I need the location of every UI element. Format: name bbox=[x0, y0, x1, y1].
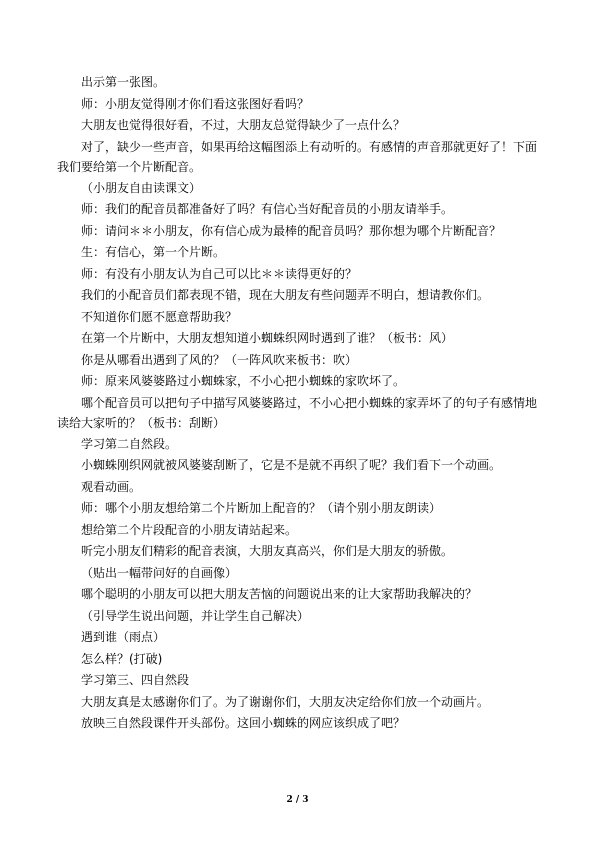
paragraph: 大朋友真是太感谢你们了。为了谢谢你们，大朋友决定给你们放一个动画片。 bbox=[81, 694, 490, 709]
paragraph: （引导学生说出问题，并让学生自己解决） bbox=[81, 608, 310, 623]
paragraph: 怎么样？(打破) bbox=[81, 651, 163, 666]
paragraph: （贴出一幅带问好的自画像） bbox=[81, 565, 238, 580]
paragraph: 听完小朋友们精彩的配音表演，大朋友真高兴，你们是大朋友的骄傲。 bbox=[81, 544, 454, 558]
paragraph: 学习第三、四自然段 bbox=[81, 673, 190, 687]
paragraph: 想给第二个片段配音的小朋友请站起来。 bbox=[81, 522, 298, 537]
paragraph: 在第一个片断中，大朋友想知道小蜘蛛织网时遇到了谁？（板书：风） bbox=[81, 331, 454, 345]
page-number: 2 / 3 bbox=[286, 795, 309, 805]
paragraph: 师：有没有小朋友认为自己可以比＊＊读得更好的？ bbox=[81, 266, 358, 281]
paragraph: 学习第二自然段。 bbox=[81, 436, 178, 451]
paragraph: 你是从哪看出遇到了风的？（一阵风吹来板书：吹） bbox=[81, 352, 358, 367]
paragraph: 大朋友也觉得很好看，不过，大朋友总觉得缺少了一点什么？ bbox=[81, 118, 406, 132]
paragraph: （小朋友自由读课文） bbox=[81, 180, 202, 195]
paragraph: 遇到谁（雨点） bbox=[81, 630, 166, 644]
paragraph: 哪个聪明的小朋友可以把大朋友苦恼的问题说出来的让大家帮助我解决的？ bbox=[81, 587, 478, 601]
paragraph: 师：哪个小朋友想给第二个片断加上配音的？（请个别小朋友朗读） bbox=[81, 501, 442, 515]
document-body bbox=[57, 72, 539, 735]
paragraph: 师：请问＊＊小朋友，你有信心成为最棒的配音员吗？那你想为哪个片断配音？ bbox=[81, 223, 502, 238]
paragraph: 观看动画。 bbox=[81, 479, 142, 494]
paragraph: 不知道你们愿不愿意帮助我？ bbox=[81, 309, 238, 324]
paragraph: 生：有信心，第一个片断。 bbox=[81, 245, 226, 259]
paragraph: 哪个配音员可以把句子中描写风婆婆路过，不小心把小蜘蛛的家弄坏了的句子有感情地读给大家听的？（板书：刮断） bbox=[57, 395, 538, 430]
paragraph: 出示第一张图。 bbox=[81, 75, 166, 89]
paragraph: 对了，缺少一些声音，如果再给这幅图添上有动听的。有感情的声音那就更好了！下面我们要给第一个片断配音。 bbox=[57, 139, 538, 174]
paragraph: 师：原来风婆婆路过小蜘蛛家，不小心把小蜘蛛的家吹坏了。 bbox=[81, 374, 406, 388]
paragraph: 放映三自然段课件开头部份。这回小蜘蛛的网应该织成了吧？ bbox=[81, 716, 406, 730]
paragraph: 我们的小配音员们都表现不错，现在大朋友有些问题弄不明白，想请教你们。 bbox=[81, 288, 490, 302]
paragraph: 师：我们的配音员都准备好了吗？有信心当好配音员的小朋友请举手。 bbox=[81, 202, 454, 216]
paragraph: 小蜘蛛刚织网就被风婆婆刮断了，它是不是就不再织了呢？我们看下一个动画。 bbox=[81, 458, 502, 472]
paragraph: 师：小朋友觉得刚才你们看这张图好看吗？ bbox=[81, 96, 310, 111]
